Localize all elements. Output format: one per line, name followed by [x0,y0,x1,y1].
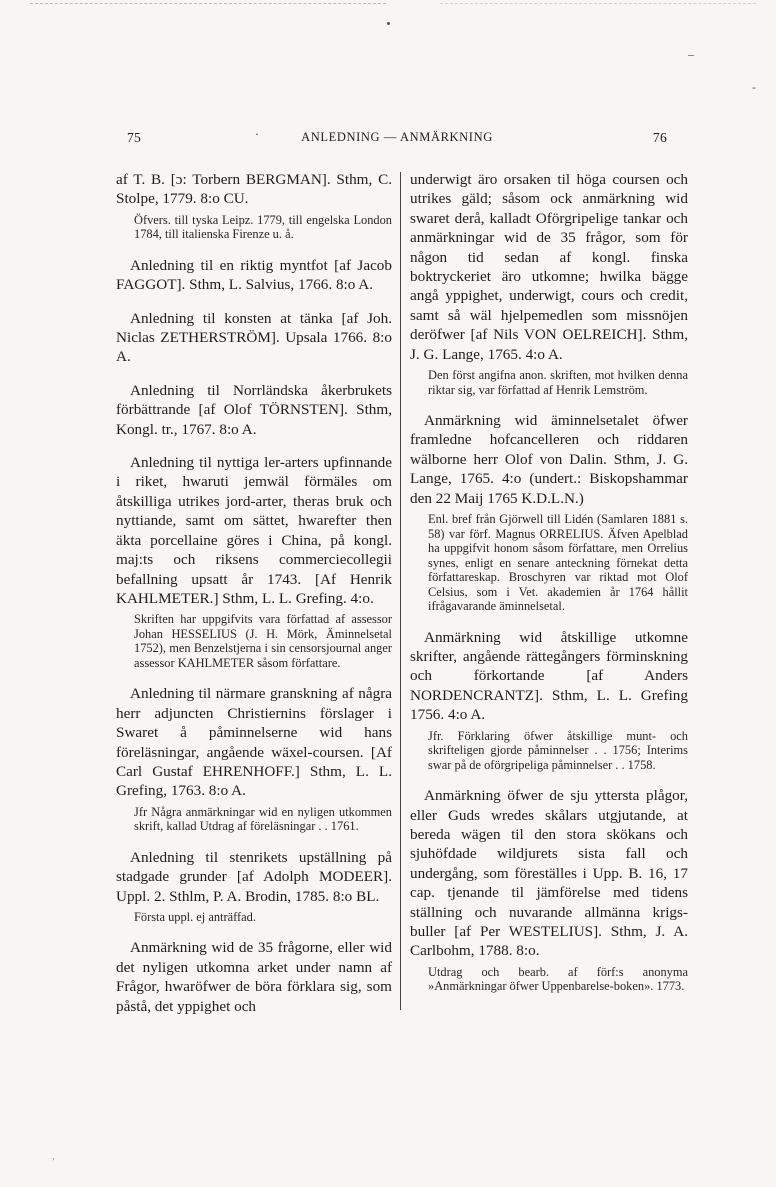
page-number-right: 76 [652,130,667,145]
scan-top-rule-right [440,3,756,4]
bibliographic-entry: Anledning til närmare granskning af några herr adjuncten Christiernins förslager i Swaret å påminnelserne wid hans föreläsningar, angående wäxel-coursen. [Af Carl Gustaf EHRENHOFF.] Sthm, L. L. Grefing, 1763. 8:o A. [116,685,392,800]
entry-gap [116,834,392,848]
bibliographic-entry: Anmärkning wid de 35 frågorne, eller wid det nyligen utkomna arket under namn af Frågor, hwaröfwer de böra förklara sig, som påstå, det yppighet och [116,939,392,1015]
bibliographic-entry: Anmärkning öfwer de sju yttersta plågor, eller Guds wredes skålars utgjutande, at bereda wägen til den stora skökans och sjuhöfdade wildjurets sista fall och undergång, som föreställes i Upp. B. 16, 17 cap. tjenande til jämförelse med tidens ställning och nuvarande allmänna krigs-buller [af Per WESTELIUS]. Sthm, J. A. Carlbohm, 1788. 8:o. [410,787,688,960]
entry-gap [116,439,392,453]
bibliographic-entry: Anmärkning wid äminnelsetalet öfwer framledne hofcancelleren och riddaren wälborne herr Olof von Dalin. Sthm, J. G. Lange, 1765. 4:o (undert.: Biskopshammar den 22 Maij 1765 K.D.L.N.) [410,412,688,507]
header-dot: · [255,127,260,141]
running-header [127,127,667,150]
scan-mark-edge: - [752,80,756,94]
page-number-left: 75 [127,130,142,145]
bibliographic-entry: af T. B. [ɔ: Torbern BERGMAN]. Sthm, C. Stolpe, 1779. 8:o CU. [116,171,392,208]
left-column [116,170,392,1016]
entry-gap [410,397,688,411]
bibliographic-entry: underwigt äro orsaken til höga coursen och utrikes gäld; såsom ock anmärkning wid swaret derå, kalladt Oförgripelige tankar och anmärkningar wid de 35 frågor, som för någon tid sedan af kongl. finska boktryckeriet äro utkomne; hwilka bägge angå yppighet, underwigt, cours och credit, samt så wäl hjelpemedlen som missnöjen deröfwer [af Nils VON OELREICH]. Sthm, J. G. Lange, 1765. 4:o A. [410,171,688,363]
bibliographic-entry: Anledning til Norrländska åkerbrukets förbättrande [af Olof TÖRNSTEN]. Sthm, Kongl. tr., 1767. 8:o A. [116,381,392,438]
scan-speck [387,22,390,25]
scan-mark-left: , [52,1150,55,1162]
entry-gap [116,367,392,381]
bibliographic-entry: Anmärkning wid åtskillige utkomne skrifter, angående rättegångers förminskning och förkortande [af Anders NORDENCRANTZ]. Sthm, L. L. Grefing 1756. 4:o A. [410,628,688,724]
bibliographic-entry: Anledning til en riktig myntfot [af Jacob FAGGOT]. Sthm, L. Salvius, 1766. 8:o A. [116,256,392,294]
entry-gap [116,670,392,684]
bibliographic-note: Skriften har uppgifvits vara författad af assessor Johan HESSELIUS (J. H. Mörk, Äminnelsetal 1752), men Benzelstjerna i sin censorsjournal anger assessor KAHLMETER såsom författare. [134,612,392,670]
bibliographic-note: Utdrag och bearb. af förf:s anonyma »Anmärkningar öfwer Uppenbarelse-boken». 1773. [428,964,688,994]
entry-gap [410,772,688,786]
bibliographic-note: Jfr Några anmärkningar wid en nyligen utkommen skrift, kallad Utdrag af föreläsningar . . 1761. [134,804,392,834]
right-column [410,170,688,994]
scan-top-rule [30,3,386,4]
bibliographic-entry: Anledning til nyttiga ler-arters upfinnande i riket, hwaruti jemwäl förmäles om åtskilliga utrikes jord-arter, theras bruk och nyttiande, samt om sättet, hwarefter then äkta porcellaine göres i China, på kongl. maj:ts och riksens commerciecollegii befallning upsatt år 1743. [Af Henrik KAHLMETER.] Sthm, L. L. Grefing. 4:o. [116,454,392,607]
bibliographic-note: Öfvers. till tyska Leipz. 1779, till engelska London 1784, till italienska Firenze u. å. [134,212,392,242]
running-title: ANLEDNING — ANMÄRKNING [301,130,493,144]
bibliographic-note: Jfr. Förklaring öfwer åtskillige munt- och skrifteligen gjorde påminnelser . . 1756; Interims swar på de oförgripeliga påminnelser . . 1758. [428,728,688,772]
entry-gap [116,242,392,256]
bibliographic-note: Enl. bref från Gjörwell till Lidén (Samlaren 1881 s. 58) var förf. Magnus ORRELIUS. Äfven Apelblad ha uppgifvit honom såsom författare, men Orrelius synes, enligt en senare anteckning förnekat detta författareskap. Broschyren var riktad mot Olof Celsius, som i Vet. akademien år 1764 hållit ifrågavarande äminnelsetal. [428,512,688,614]
entry-gap [116,924,392,938]
column-divider [400,172,401,1010]
entry-gap [116,295,392,309]
bibliographic-entry: Anledning til konsten at tänka [af Joh. Niclas ZETHERSTRÖM]. Upsala 1766. 8:o A. [116,309,392,366]
entry-gap [410,614,688,628]
bibliographic-note: Första uppl. ej anträffad. [134,909,256,924]
bibliographic-note: Den först angifna anon. skriften, mot hvilken denna riktar sig, var författad af Henrik Lemström. [428,368,688,397]
bibliographic-entry: Anledning til stenrikets upställning på stadgade grunder [af Adolph MODEER]. Uppl. 2. Sthlm, P. A. Brodin, 1785. 8:o BL. [116,848,392,905]
scan-mark-right: – [688,47,694,61]
